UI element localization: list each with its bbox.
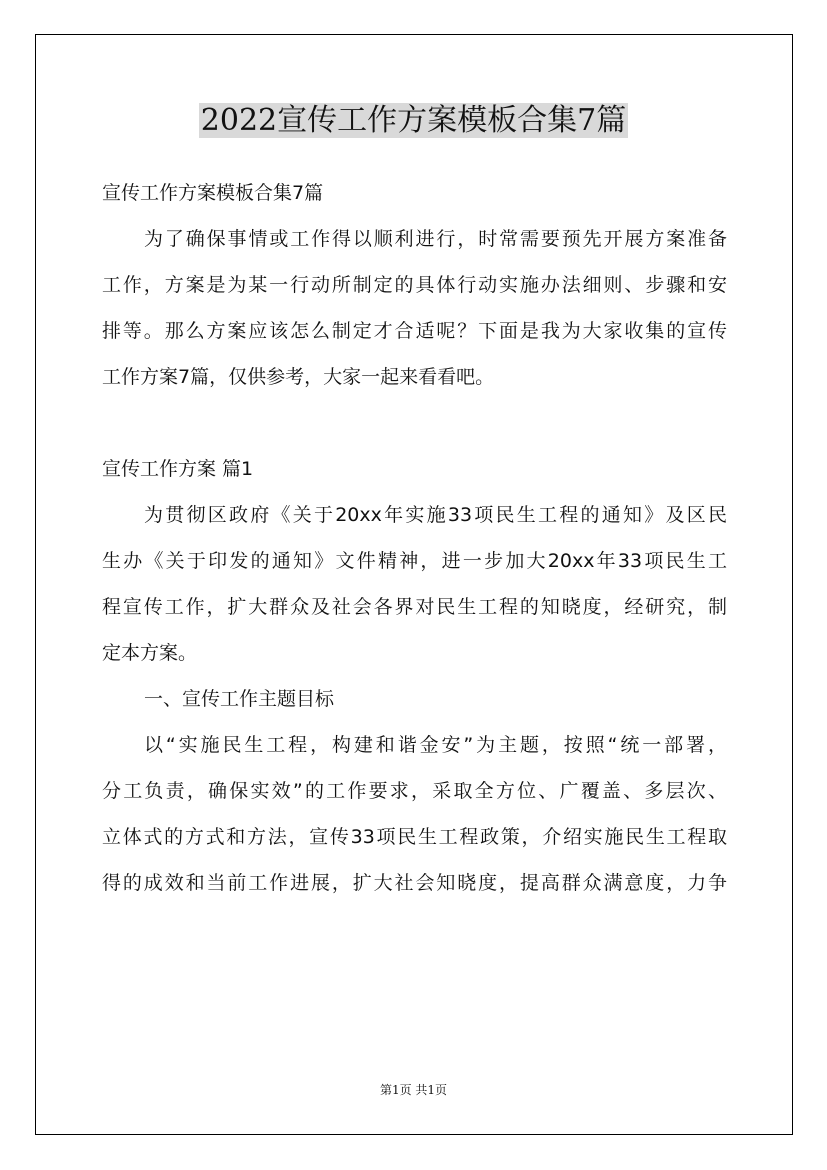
intro-paragraph	[102, 216, 727, 400]
paragraph-line: 分工负责，确保实效”的工作要求，采取全方位、广覆盖、多层次、	[102, 780, 727, 802]
paragraph-line: 工作方案7篇，仅供参考，大家一起来看看吧。	[102, 366, 495, 388]
paragraph-line: 工作，方案是为某一行动所制定的具体行动实施办法细则、步骤和安	[102, 274, 727, 296]
section1-paragraph	[102, 492, 727, 676]
paragraph-line: 定本方案。	[102, 642, 198, 664]
section1-paragraph-2	[102, 722, 727, 906]
paragraph-line: 以“实施民生工程，构建和谐金安”为主题，按照“统一部署，	[144, 734, 727, 756]
section-heading: 宣传工作方案 篇1	[102, 458, 254, 480]
paragraph-line: 为了确保事情或工作得以顺利进行，时常需要预先开展方案准备	[144, 228, 727, 250]
page-footer: 第1页 共1页	[379, 1083, 448, 1097]
document-title-text: 2022宣传工作方案模板合集7篇	[200, 103, 627, 138]
paragraph-line: 程宣传工作，扩大群众及社会各界对民生工程的知晓度，经研究，制	[102, 596, 727, 618]
paragraph-line: 为贯彻区政府《关于20xx年实施33项民生工程的通知》及区民	[144, 504, 727, 526]
paragraph-line: 生办《关于印发的通知》文件精神，进一步加大20xx年33项民生工	[102, 550, 727, 572]
document-subtitle: 宣传工作方案模板合集7篇	[102, 182, 324, 204]
document-body	[102, 170, 727, 906]
paragraph-line: 得的成效和当前工作进展，扩大社会知晓度，提高群众满意度，力争	[102, 872, 727, 894]
paragraph-line: 立体式的方式和方法，宣传33项民生工程政策，介绍实施民生工程取	[102, 826, 727, 848]
paragraph-line: 排等。那么方案应该怎么制定才合适呢？下面是我为大家收集的宣传	[102, 320, 727, 342]
subheading: 一、宣传工作主题目标	[144, 688, 335, 710]
blank-line	[102, 400, 727, 446]
document-title	[0, 96, 827, 146]
